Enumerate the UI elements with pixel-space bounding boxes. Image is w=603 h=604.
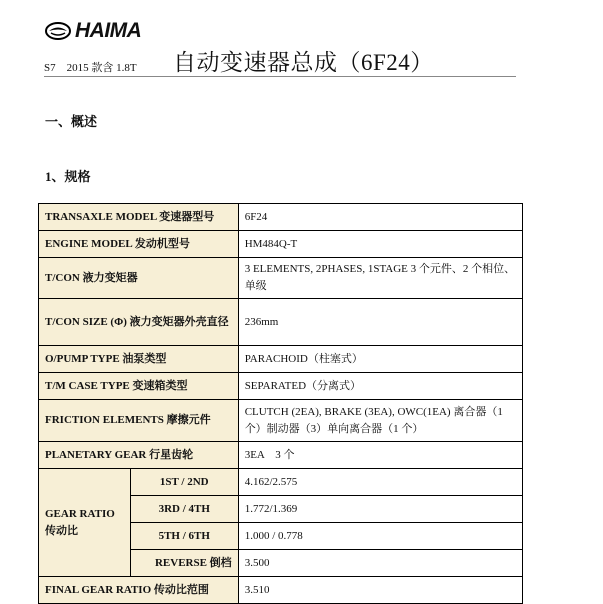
table-row [39, 346, 523, 373]
gear-name: 3RD / 4TH [130, 496, 238, 523]
final-gear-value: 3.510 [238, 577, 522, 604]
spec-table [38, 203, 523, 604]
final-gear-label: FINAL GEAR RATIO 传动比范围 [39, 577, 239, 604]
table-row [39, 400, 523, 442]
spec-label: T/CON SIZE (Φ) 液力变矩器外壳直径 [39, 299, 239, 346]
section-specs-heading: 1、规格 [45, 169, 91, 184]
table-row [39, 373, 523, 400]
spec-label: ENGINE MODEL 发动机型号 [39, 231, 239, 258]
spec-value: PARACHOID（柱塞式） [238, 346, 522, 373]
spec-value: SEPARATED（分离式） [238, 373, 522, 400]
page-title: 自动变速器总成（6F24） [173, 50, 434, 75]
gear-ratio-label-cn: 传动比 [45, 524, 78, 537]
brand-name: HAIMA [75, 19, 142, 42]
spec-label: PLANETARY GEAR 行星齿轮 [39, 442, 239, 469]
spec-value: HM484Q-T [238, 231, 522, 258]
gear-name: 1ST / 2ND [130, 469, 238, 496]
gear-name: REVERSE 倒档 [130, 550, 238, 577]
section-overview-heading: 一、概述 [45, 114, 98, 129]
spec-label: O/PUMP TYPE 油泵类型 [39, 346, 239, 373]
table-row [39, 469, 523, 496]
table-row [39, 442, 523, 469]
gear-ratio-value: 3.500 [238, 550, 522, 577]
gear-ratio-value: 1.000 / 0.778 [238, 523, 522, 550]
table-row [39, 577, 523, 604]
spec-value: 236mm [238, 299, 522, 346]
gear-name: 5TH / 6TH [130, 523, 238, 550]
spec-value: 6F24 [238, 204, 522, 231]
spec-value: 3EA 3 个 [238, 442, 522, 469]
gear-ratio-value: 4.162/2.575 [238, 469, 522, 496]
spec-value: CLUTCH (2EA), BRAKE (3EA), OWC(1EA) 离合器（1 个）制动器（3）单向离合器（1 个） [238, 400, 522, 442]
table-row [39, 258, 523, 299]
spec-label: TRANSAXLE MODEL 变速器型号 [39, 204, 239, 231]
spec-label: FRICTION ELEMENTS 摩擦元件 [39, 400, 239, 442]
model-info: S7 2015 款含 1.8T [44, 62, 137, 74]
gear-ratio-label [39, 469, 131, 577]
spec-label: T/M CASE TYPE 变速箱类型 [39, 373, 239, 400]
haima-emblem-icon [45, 22, 71, 40]
gear-ratio-label-en: GEAR RATIO [45, 507, 115, 520]
header-divider [44, 76, 516, 77]
gear-ratio-value: 1.772/1.369 [238, 496, 522, 523]
table-row [39, 204, 523, 231]
brand-logo [45, 20, 141, 42]
table-row [39, 299, 523, 346]
table-row [39, 231, 523, 258]
spec-label: T/CON 液力变矩器 [39, 258, 239, 299]
spec-value: 3 ELEMENTS, 2PHASES, 1STAGE 3 个元件、2 个相位、单级 [238, 258, 522, 299]
